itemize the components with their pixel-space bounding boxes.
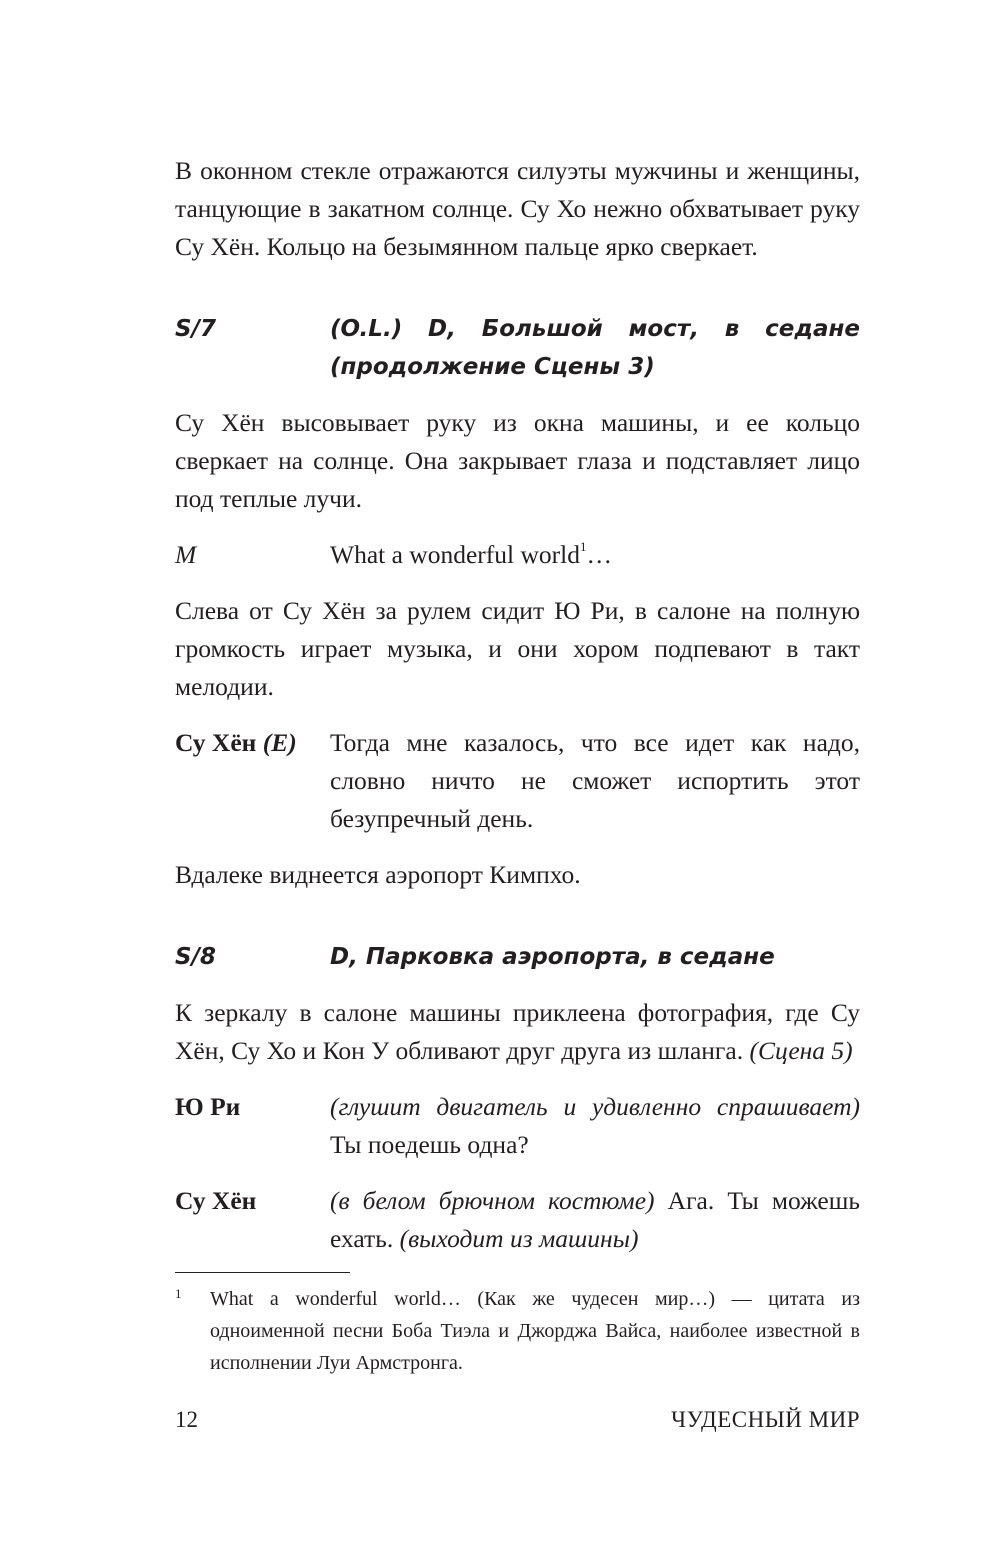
dialogue-text	[330, 1182, 860, 1258]
ellipsis: …	[586, 540, 612, 569]
speaker-note: (E)	[262, 728, 297, 757]
scene-title: D, Парковка аэропорта, в седане	[330, 944, 775, 970]
dialogue-text: Тогда мне казалось, что все идет как надо, словно ничто не сможет испортить этот безупречный день.	[330, 728, 860, 833]
speaker-name: Су Хён	[175, 728, 257, 757]
scene-title: (O.L.) D, Большой мост, в седане (продолжение Сцены 3)	[330, 316, 860, 380]
spoken-text: Ага. Ты можешь ехать.	[330, 1186, 861, 1253]
cue-label: M	[175, 540, 197, 569]
scene-heading	[175, 938, 860, 976]
speaker	[175, 724, 330, 838]
running-head: ЧУДЕСНЫЙ МИР	[671, 1407, 860, 1432]
paragraph	[175, 994, 860, 1070]
footnote-text: What a wonderful world… (Как же чудесен мир…) — цитата из одноименной песни Боба Тиэла и Джорджа Вайса, наиболее известной в исполнении Луи Армстронга.	[210, 1288, 860, 1374]
dialogue-text	[330, 1088, 860, 1164]
speaker: Су Хён	[175, 1186, 257, 1215]
paragraph-text: К зеркалу в салоне машины приклеена фотография, где Су Хён, Су Хо и Кон У обливают друг друга из шланга.	[175, 998, 860, 1065]
music-cue	[175, 536, 860, 574]
paragraph: В оконном стекле отражаются силуэты мужчины и женщины, танцующие в закатном солнце. Су Хо нежно обхватывает руку Су Хён. Кольцо на безымянном пальце ярко сверкает.	[175, 156, 860, 261]
spoken-text: Ты поедешь одна?	[330, 1130, 529, 1159]
paragraph: Слева от Су Хён за рулем сидит Ю Ри, в салоне на полную громкость играет музыка, и они хором подпевают в такт мелодии.	[175, 596, 860, 701]
dialogue-line	[175, 1182, 860, 1258]
stage-direction: (глушит двигатель и удивленно спрашивает)	[330, 1092, 860, 1121]
footnote	[175, 1283, 860, 1379]
page-number: 12	[175, 1407, 198, 1432]
scene-number: S/8	[175, 944, 216, 970]
scene-heading	[175, 310, 860, 386]
footnote-ref: 1	[579, 539, 587, 554]
paragraph: Вдалеке виднеется аэропорт Кимпхо.	[175, 860, 581, 889]
page-body	[175, 152, 860, 1258]
dialogue-line	[175, 724, 860, 838]
footnote-rule	[175, 1272, 350, 1273]
scene-reference: (Сцена 5)	[749, 1036, 853, 1065]
stage-direction: (в белом брючном костюме)	[330, 1186, 655, 1215]
footnote-mark: 1	[175, 1286, 182, 1301]
paragraph: Су Хён высовывает руку из окна машины, и ее кольцо сверкает на солнце. Она закрывает глаза и подставляет лицо под теплые лучи.	[175, 408, 860, 513]
dialogue-line	[175, 1088, 860, 1164]
stage-direction: (выходит из машины)	[399, 1224, 639, 1253]
song-title: What a wonderful world	[330, 540, 580, 569]
scene-number: S/7	[175, 316, 216, 342]
cue-text	[330, 536, 860, 574]
speaker: Ю Ри	[175, 1092, 241, 1121]
